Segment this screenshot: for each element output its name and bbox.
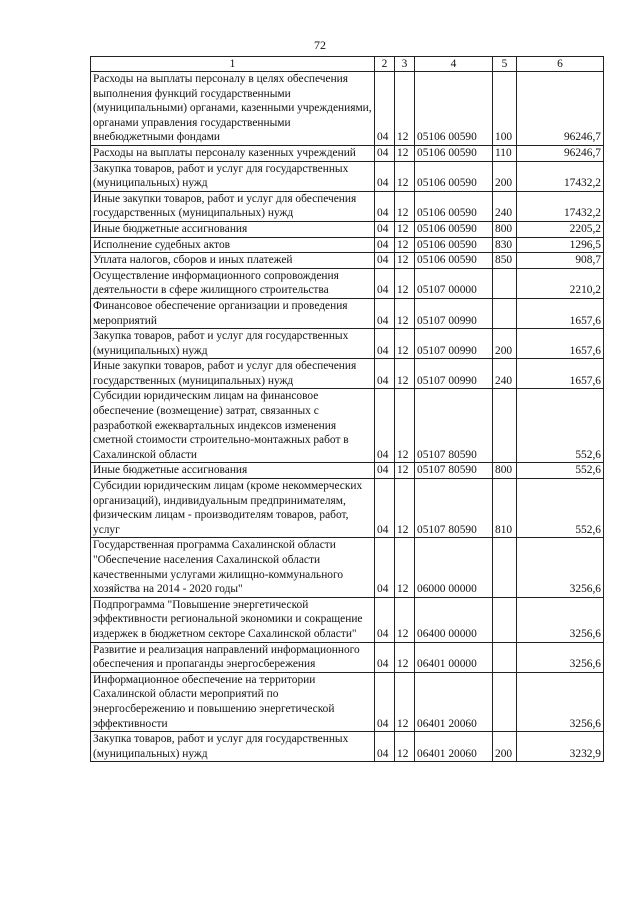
row-subsection-code: 12	[395, 72, 415, 146]
row-amount: 1657,6	[517, 298, 604, 328]
table-header-row	[91, 57, 604, 72]
row-subsection-code: 12	[395, 161, 415, 191]
row-amount: 3256,6	[517, 642, 604, 672]
row-description: Иные закупки товаров, работ и услуг для обеспечения государственных (муниципальных) нужд	[91, 359, 375, 389]
row-description: Информационное обеспечение на территории Сахалинской области мероприятий по энергосбережению и повышению энергетической эффективности	[91, 672, 375, 731]
row-expense-type: 810	[493, 479, 517, 538]
row-amount: 1657,6	[517, 359, 604, 389]
table-row	[91, 732, 604, 762]
table-row	[91, 463, 604, 479]
row-section-code: 04	[375, 732, 395, 762]
row-section-code: 04	[375, 298, 395, 328]
row-target-article: 06401 20060	[415, 732, 493, 762]
header-col-5: 5	[493, 57, 517, 72]
row-expense-type: 830	[493, 237, 517, 253]
row-target-article: 05106 00590	[415, 145, 493, 161]
row-subsection-code: 12	[395, 145, 415, 161]
row-subsection-code: 12	[395, 329, 415, 359]
row-subsection-code: 12	[395, 732, 415, 762]
row-section-code: 04	[375, 642, 395, 672]
row-amount: 3256,6	[517, 597, 604, 642]
row-subsection-code: 12	[395, 237, 415, 253]
row-section-code: 04	[375, 145, 395, 161]
row-amount: 552,6	[517, 389, 604, 463]
row-section-code: 04	[375, 389, 395, 463]
row-expense-type: 110	[493, 145, 517, 161]
row-target-article: 06400 00000	[415, 597, 493, 642]
row-subsection-code: 12	[395, 359, 415, 389]
row-expense-type: 240	[493, 359, 517, 389]
row-expense-type	[493, 268, 517, 298]
table-row	[91, 538, 604, 597]
row-section-code: 04	[375, 672, 395, 731]
table-row	[91, 479, 604, 538]
row-description: Расходы на выплаты персоналу в целях обеспечения выполнения функций государственными (муниципальными) органами, казенными учреждениями, органами управления государственными внебюджетными фондами	[91, 72, 375, 146]
row-target-article: 05107 00000	[415, 268, 493, 298]
row-description: Закупка товаров, работ и услуг для государственных (муниципальных) нужд	[91, 732, 375, 762]
row-amount: 2205,2	[517, 221, 604, 237]
row-description: Исполнение судебных актов	[91, 237, 375, 253]
row-expense-type	[493, 672, 517, 731]
row-target-article: 06401 00000	[415, 642, 493, 672]
table-row	[91, 237, 604, 253]
row-section-code: 04	[375, 479, 395, 538]
row-subsection-code: 12	[395, 389, 415, 463]
row-expense-type: 850	[493, 253, 517, 269]
row-target-article: 05107 00990	[415, 359, 493, 389]
row-section-code: 04	[375, 72, 395, 146]
table-body	[91, 72, 604, 762]
row-section-code: 04	[375, 268, 395, 298]
table-row	[91, 597, 604, 642]
row-expense-type: 100	[493, 72, 517, 146]
row-section-code: 04	[375, 161, 395, 191]
row-expense-type: 800	[493, 463, 517, 479]
header-col-4: 4	[415, 57, 493, 72]
row-amount: 908,7	[517, 253, 604, 269]
row-section-code: 04	[375, 329, 395, 359]
row-subsection-code: 12	[395, 597, 415, 642]
row-section-code: 04	[375, 359, 395, 389]
header-col-6: 6	[517, 57, 604, 72]
row-target-article: 05106 00590	[415, 161, 493, 191]
row-description: Закупка товаров, работ и услуг для государственных (муниципальных) нужд	[91, 161, 375, 191]
table-row	[91, 191, 604, 221]
row-section-code: 04	[375, 253, 395, 269]
row-description: Закупка товаров, работ и услуг для государственных (муниципальных) нужд	[91, 329, 375, 359]
row-description: Развитие и реализация направлений информационного обеспечения и пропаганды энергосбережения	[91, 642, 375, 672]
table-row	[91, 145, 604, 161]
row-section-code: 04	[375, 237, 395, 253]
row-amount: 1657,6	[517, 329, 604, 359]
page-number: 72	[314, 38, 326, 52]
row-subsection-code: 12	[395, 479, 415, 538]
row-subsection-code: 12	[395, 642, 415, 672]
row-description: Уплата налогов, сборов и иных платежей	[91, 253, 375, 269]
row-description: Иные бюджетные ассигнования	[91, 221, 375, 237]
row-description: Субсидии юридическим лицам на финансовое обеспечение (возмещение) затрат, связанных с разработкой ежеквартальных индексов изменения сметной стоимости строительно-монтажных работ в Сахалинской области	[91, 389, 375, 463]
header-col-3: 3	[395, 57, 415, 72]
row-section-code: 04	[375, 463, 395, 479]
row-target-article: 06401 20060	[415, 672, 493, 731]
row-section-code: 04	[375, 538, 395, 597]
header-col-1: 1	[91, 57, 375, 72]
row-expense-type: 200	[493, 161, 517, 191]
row-amount: 17432,2	[517, 161, 604, 191]
row-subsection-code: 12	[395, 253, 415, 269]
row-subsection-code: 12	[395, 191, 415, 221]
row-target-article: 05107 00990	[415, 298, 493, 328]
row-description: Субсидии юридическим лицам (кроме некоммерческих организаций), индивидуальным предпринимателям, физическим лицам - производителям товаров, работ, услуг	[91, 479, 375, 538]
row-amount: 2210,2	[517, 268, 604, 298]
table-row	[91, 329, 604, 359]
row-description: Осуществление информационного сопровождения деятельности в сфере жилищного строительства	[91, 268, 375, 298]
table-row	[91, 161, 604, 191]
row-target-article: 05106 00590	[415, 237, 493, 253]
row-expense-type	[493, 389, 517, 463]
row-target-article: 05107 80590	[415, 479, 493, 538]
header-col-2: 2	[375, 57, 395, 72]
row-subsection-code: 12	[395, 268, 415, 298]
row-target-article: 05106 00590	[415, 221, 493, 237]
row-target-article: 05107 80590	[415, 463, 493, 479]
table-row	[91, 642, 604, 672]
row-expense-type	[493, 597, 517, 642]
row-expense-type	[493, 642, 517, 672]
row-description: Расходы на выплаты персоналу казенных учреждений	[91, 145, 375, 161]
row-subsection-code: 12	[395, 298, 415, 328]
table-row	[91, 672, 604, 731]
budget-table	[90, 56, 604, 762]
row-subsection-code: 12	[395, 221, 415, 237]
row-amount: 3256,6	[517, 672, 604, 731]
row-expense-type: 240	[493, 191, 517, 221]
row-target-article: 05106 00590	[415, 72, 493, 146]
row-expense-type: 800	[493, 221, 517, 237]
row-amount: 96246,7	[517, 145, 604, 161]
row-description: Иные закупки товаров, работ и услуг для обеспечения государственных (муниципальных) нужд	[91, 191, 375, 221]
row-expense-type	[493, 298, 517, 328]
row-amount: 1296,5	[517, 237, 604, 253]
row-target-article: 06000 00000	[415, 538, 493, 597]
table-row	[91, 72, 604, 146]
row-amount: 3256,6	[517, 538, 604, 597]
table-row	[91, 359, 604, 389]
row-description: Подпрограмма "Повышение энергетической эффективности региональной экономики и сокращение издержек в бюджетном секторе Сахалинской области"	[91, 597, 375, 642]
row-description: Иные бюджетные ассигнования	[91, 463, 375, 479]
row-target-article: 05107 00990	[415, 329, 493, 359]
row-expense-type: 200	[493, 732, 517, 762]
row-amount: 3232,9	[517, 732, 604, 762]
row-section-code: 04	[375, 221, 395, 237]
table-row	[91, 268, 604, 298]
row-description: Государственная программа Сахалинской области "Обеспечение населения Сахалинской области качественными услугами жилищно-коммунального хозяйства на 2014 - 2020 годы"	[91, 538, 375, 597]
row-amount: 552,6	[517, 463, 604, 479]
row-subsection-code: 12	[395, 538, 415, 597]
table-row	[91, 298, 604, 328]
row-description: Финансовое обеспечение организации и проведения мероприятий	[91, 298, 375, 328]
row-target-article: 05106 00590	[415, 253, 493, 269]
row-section-code: 04	[375, 191, 395, 221]
table-row	[91, 389, 604, 463]
row-amount: 17432,2	[517, 191, 604, 221]
row-amount: 96246,7	[517, 72, 604, 146]
row-target-article: 05107 80590	[415, 389, 493, 463]
table-row	[91, 253, 604, 269]
row-target-article: 05106 00590	[415, 191, 493, 221]
row-subsection-code: 12	[395, 463, 415, 479]
row-expense-type	[493, 538, 517, 597]
row-subsection-code: 12	[395, 672, 415, 731]
table-row	[91, 221, 604, 237]
row-section-code: 04	[375, 597, 395, 642]
row-expense-type: 200	[493, 329, 517, 359]
row-amount: 552,6	[517, 479, 604, 538]
